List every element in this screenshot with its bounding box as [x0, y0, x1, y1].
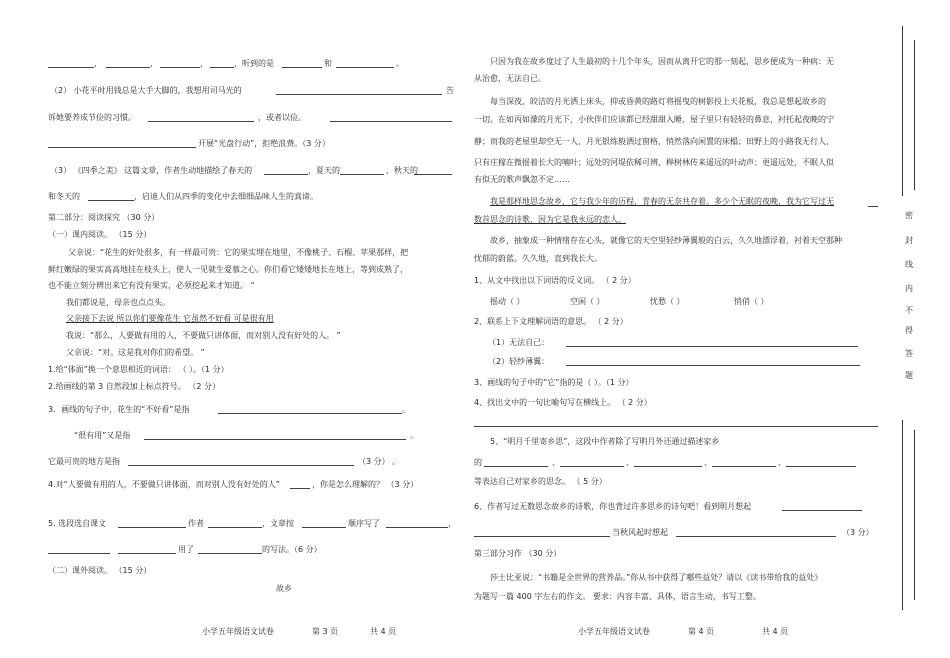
question-5: 5、“明月千里寄乡思”，这段中作者除了写明月外还通过描述家乡 [490, 437, 720, 446]
seal-line-bottom [902, 420, 903, 610]
passage-line: 忧郁的蔚蓝。久久地，直到我长大。 [474, 254, 602, 263]
text: 当秋风起时想起 [612, 528, 668, 537]
passage-line: 每当深夜，皎洁的月光洒上床头，抑或昏黄的路灯将摇曳的树影投上天花板，我总是想起故乡的 [490, 97, 826, 106]
blank[interactable] [782, 510, 862, 511]
seal-char: 答 [905, 349, 913, 358]
section-heading: 第二部分：阅读探究 （30 分） [48, 213, 160, 222]
passage-line: 也不能立刻分辨出来它有没有果实，必须挖起来才知道。 “ [48, 281, 255, 290]
underline [868, 206, 878, 207]
passage-line: 故乡，抽象成一种情绪存在心头，就像它的天空里轻纱薄翼般的白云，久久地漂浮着，衬着天空那种 [490, 236, 842, 245]
blank[interactable] [160, 67, 200, 68]
footer-name: 小学五年级语文试卷 [202, 627, 274, 636]
passage-line: 一切。在如丙如濛的月光下，小伙伴们应该都已经甜甜入睡，屋子里只有轻轻的鼻息，衬托起夜晚的宁 [474, 115, 834, 124]
seal-line-top [902, 26, 903, 196]
text: ，启迪人们从四季的变化中去细细品味人生的真谛。 [134, 192, 318, 201]
text: 、 [778, 458, 786, 467]
text: ， [150, 59, 158, 68]
blank[interactable] [566, 365, 860, 366]
text: 的 [474, 458, 482, 467]
text: 它最可贵的地方是指 [48, 457, 120, 466]
text: 。 [410, 431, 418, 440]
seal-char: 封 [905, 236, 913, 245]
text: 和冬天的 [48, 192, 80, 201]
text: ，夏天的 [308, 166, 340, 175]
passage-line: 静；而我的老屋里却空无一人，月光银练般洒过窗格，悄然落向闲置的床榻；田野上的小路我无行人， [474, 137, 834, 146]
word: 摇动（ ） [490, 297, 525, 306]
footer-name: 小学五年级语文试卷 [578, 627, 650, 636]
text: 、 [552, 458, 560, 467]
composition-line: 莎士比亚说：“书籍是全世界的营养品。”你从书中获得了哪些益处？请以《读书带给我的益处》 [490, 573, 823, 582]
section-heading: 第三部分习作 （30 分） [474, 549, 562, 558]
passage-line: 只因为我在故乡度过了人生最初的十几个年头，因而从离开它的那一刻起，思乡便成为一种病：无 [490, 57, 834, 66]
seal-line-right-bottom [914, 430, 915, 600]
blank[interactable] [302, 527, 346, 528]
text: ，或者以俭。 [258, 113, 306, 122]
text: ，秋天的 [386, 166, 418, 175]
passage-line-underlined: 我是那样地思念故乡，它与我少年的历程，青春的无奈共存着。多少个无眠的夜晚，我为它写过无 [490, 197, 834, 206]
question-3: 3、画线的句子中的“它”指的是（ ）。（1 分） [474, 378, 634, 387]
text: （3 分） 。 [358, 457, 401, 466]
text: 和 [324, 59, 332, 68]
passage-line: 只有庄稼在微摇着长大的喃叶；远处的河堤依稀可辨，榉树林传来遥远的叶动声；更遥远处，不眠人似 [474, 158, 834, 167]
question-4: 4.对“人要做有用的人，不要做只讲体面，而对别人没有好处的人” [48, 480, 280, 489]
blank[interactable] [276, 94, 442, 95]
section-heading: （一）课内阅读。 （15 分） [48, 230, 152, 239]
text: （2）轻纱薄翼： [488, 357, 550, 366]
blank[interactable] [676, 536, 836, 537]
text: 诉她要养成节俭的习惯。 [48, 113, 136, 122]
blank[interactable] [218, 413, 402, 414]
seal-char: 线 [905, 260, 913, 269]
passage-line: 从治愈，无法自已。 [474, 74, 546, 83]
blank[interactable] [144, 439, 406, 440]
text: （1）无法自己： [488, 338, 550, 347]
text: 告 [446, 86, 454, 95]
seal-line-right [914, 40, 915, 190]
question-2: （2） 小花平时用钱总是大手大脚的，我想用司马光的 [50, 86, 242, 95]
blank[interactable] [148, 121, 254, 122]
text: 用了 [178, 545, 194, 554]
footer-page: 第 3 页 [312, 627, 339, 636]
text: ，文章按 [262, 519, 294, 528]
text: ， [448, 519, 456, 528]
blank[interactable] [48, 147, 196, 148]
question-1: 1、从文中找出以下词语的反义词。 （ 2 分） [474, 276, 636, 285]
blank[interactable] [48, 553, 110, 554]
passage-line: 有似无的歌声飘忽不定…… [474, 175, 570, 184]
question-3: （3） 《四季之美》 这篇文章，作者生动地描绘了春天的 [50, 166, 253, 175]
question-2: 2.给画线的第 3 自然段加上标点符号。 （2 分） [48, 382, 220, 391]
blank[interactable] [88, 200, 134, 201]
blank[interactable] [290, 488, 310, 489]
word: 悄俏（ ） [734, 297, 769, 306]
text: ， [200, 59, 208, 68]
passage-line: 我们都说是，母亲也点点头。 [66, 298, 170, 307]
blank[interactable] [786, 466, 856, 467]
blank[interactable] [210, 67, 234, 68]
word: 空闲（ ） [570, 297, 605, 306]
text: （3 分） [842, 528, 874, 537]
passage-line-underlined: 父亲接下去说 所以你们要像花生 它虽然不好看 可是很有用 [66, 314, 274, 323]
blank[interactable] [474, 426, 878, 427]
text: 等表达自己对家乡的思念。 （ 5 分） [474, 477, 607, 486]
passage-line-underlined: 数首思念的诗歌，因为它是我永远的恋人。 [474, 215, 626, 224]
text: 顺序写了 [348, 519, 380, 528]
passage-line: 父亲说：“对。这是我对你们的希望。 ” [66, 348, 205, 357]
blank[interactable] [282, 67, 322, 68]
composition-line: 为题写一篇 400 字左右的作文。 要求：内容丰富、具体，语言生动，书写工整。 [474, 592, 761, 601]
text: 。 [402, 405, 410, 414]
text: 开展“光盘行动”，拒绝浪费。（3 分） [198, 139, 330, 148]
passage-line: 我说：“那么，人要做有用的人，不要做只讲体面，而对别人没有好处的人。 ” [66, 331, 341, 340]
blank[interactable] [474, 536, 610, 537]
section-heading: （二）课外阅读。 （15 分） [48, 566, 152, 575]
text: ，你是怎么理解的？ （3 分） [312, 480, 419, 489]
blank[interactable] [566, 346, 858, 347]
blank[interactable] [128, 465, 354, 466]
blank[interactable] [198, 553, 262, 554]
blank[interactable] [264, 174, 308, 175]
text: 、 [626, 458, 634, 467]
seal-char: 题 [905, 371, 913, 380]
passage-line: 鲜红嫩绿的果实高高地挂在枝头上，使人一见就生爱慕之心。你们看它矮矮地长在地上，等到成熟了， [48, 265, 408, 274]
blank[interactable] [336, 67, 394, 68]
text: “很有用”又是指 [74, 431, 131, 440]
text: ， [94, 59, 102, 68]
blank[interactable] [560, 466, 624, 467]
blank[interactable] [414, 174, 452, 175]
passage-line: 父亲说：“花生的好处很多，有一样最可贵：它的果实埋在地里，不像桃子、石榴、苹果那样，把 [68, 248, 409, 257]
blank[interactable] [208, 527, 262, 528]
question-4: 4、找出文中的一句比喻句写在横线上。 （ 2 分） [474, 398, 652, 407]
blank[interactable] [48, 67, 94, 68]
blank[interactable] [340, 174, 384, 175]
text: 、 [704, 458, 712, 467]
blank[interactable] [118, 553, 176, 554]
blank[interactable] [118, 527, 186, 528]
seal-char: 内 [905, 284, 913, 293]
question-3: 3．画线的句子中，花生的“不好看”是指 [48, 405, 190, 414]
blank[interactable] [386, 527, 448, 528]
footer-total: 共 4 页 [370, 627, 397, 636]
footer-page: 第 4 页 [688, 627, 715, 636]
question-5: 5. 选段选自课文 [48, 519, 107, 528]
word: 忧愁（ ） [650, 297, 685, 306]
blank[interactable] [106, 67, 150, 68]
question-1: 1.给“体面”换一个意思相近的词语： （ ）。（1 分） [48, 365, 229, 374]
footer-total: 共 4 页 [762, 627, 789, 636]
blank[interactable] [484, 466, 548, 467]
text: 的写法。（6 分） [262, 545, 322, 554]
text: 。 [396, 59, 404, 68]
question-2: 2、联系上下文理解词语的意思。 （ 2 分） [474, 317, 628, 326]
seal-char: 得 [905, 326, 913, 335]
seal-char: 密 [905, 211, 913, 220]
question-6: 6、作者写过无数思念故乡的诗歌，你也背过许多思乡的诗句吧！看到明月想起 [474, 502, 752, 511]
blank[interactable] [330, 121, 452, 122]
passage-title: 故乡 [276, 584, 292, 593]
text: ，听到的是 [234, 59, 274, 68]
blank[interactable] [712, 466, 776, 467]
text: 作者 [188, 519, 204, 528]
blank[interactable] [634, 466, 702, 467]
seal-char: 不 [905, 306, 913, 315]
